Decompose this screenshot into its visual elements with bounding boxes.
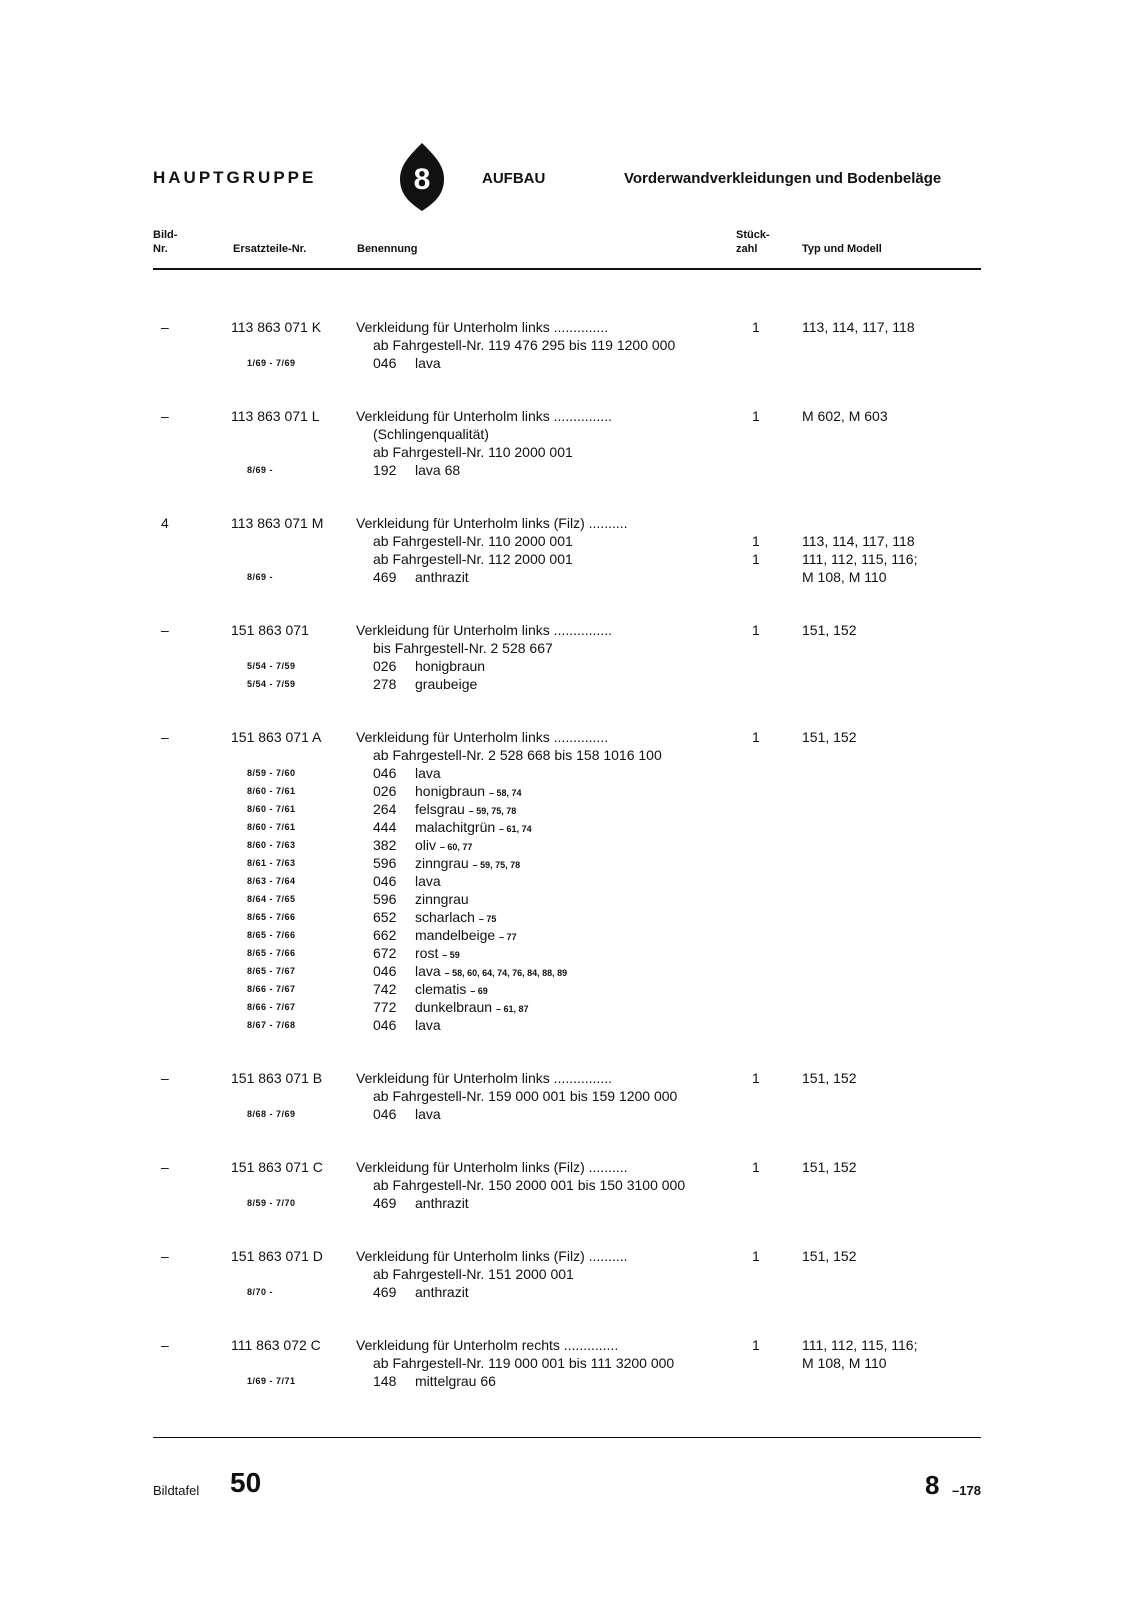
color-note: – 58, 74 <box>488 788 522 798</box>
part-description: Verkleidung für Unterholm rechts .............. <box>356 1337 619 1353</box>
type-model: 151, 152 <box>802 1070 857 1086</box>
part-entry <box>153 728 983 1034</box>
part-sub-line <box>153 639 983 657</box>
part-number: 113 863 071 M <box>231 515 324 531</box>
part-description: Verkleidung für Unterholm links .............. <box>356 319 609 335</box>
color-name-text: lava <box>415 873 441 889</box>
type-model: M 108, M 110 <box>802 1355 887 1371</box>
color-name-text: anthrazit <box>415 1284 469 1300</box>
group-number: 8 <box>413 163 431 196</box>
color-name <box>415 461 460 479</box>
page-number: 8 <box>925 1470 940 1500</box>
color-name <box>415 354 441 372</box>
color-name <box>415 962 567 982</box>
color-name <box>415 1105 441 1123</box>
color-line <box>153 782 983 800</box>
color-line <box>153 998 983 1016</box>
color-note: – 61, 74 <box>499 824 532 834</box>
chassis-range: ab Fahrgestell-Nr. 2 528 668 bis 158 1016 100 <box>373 747 662 763</box>
bild-nr: – <box>161 729 169 745</box>
part-sub-line <box>153 1087 983 1105</box>
color-name-text: lava <box>415 355 441 371</box>
color-line <box>153 675 983 693</box>
date-range: 8/69 - <box>247 572 274 582</box>
color-name-text: felsgrau <box>415 801 465 817</box>
color-line <box>153 1016 983 1034</box>
color-name <box>415 854 520 874</box>
type-model: M 602, M 603 <box>802 408 888 424</box>
bild-nr: 4 <box>161 515 169 531</box>
date-range: 8/69 - <box>247 465 274 475</box>
part-main-line <box>153 1158 983 1176</box>
date-range: 8/60 - 7/61 <box>247 804 296 814</box>
bildtafel-number: 50 <box>230 1467 262 1498</box>
chassis-range: ab Fahrgestell-Nr. 151 2000 001 <box>373 1266 574 1282</box>
color-name-text: lava 68 <box>415 462 461 478</box>
quantity: 1 <box>752 1337 760 1353</box>
color-name <box>415 872 441 890</box>
color-name-text: zinngrau <box>415 891 469 907</box>
color-note: – 77 <box>499 932 517 942</box>
part-sub-line <box>153 425 983 443</box>
hauptgruppe-label: HAUPTGRUPPE <box>153 168 317 187</box>
date-range: 8/60 - 7/61 <box>247 822 296 832</box>
color-name <box>415 764 441 782</box>
color-name-text: mandelbeige <box>415 927 496 943</box>
date-range: 8/65 - 7/66 <box>247 930 296 940</box>
color-code: 046 <box>373 1106 397 1122</box>
part-number: 151 863 071 B <box>231 1070 323 1086</box>
part-sub-line <box>153 336 983 354</box>
color-name <box>415 980 488 1000</box>
date-range: 8/59 - 7/60 <box>247 768 296 778</box>
part-entry <box>153 514 983 586</box>
part-sub-line <box>153 550 983 568</box>
color-name <box>415 568 469 586</box>
color-name <box>415 836 472 856</box>
color-line <box>153 908 983 926</box>
type-model: 151, 152 <box>802 729 857 745</box>
group-number-badge <box>400 143 444 211</box>
color-name <box>415 998 528 1018</box>
color-name <box>415 800 516 820</box>
date-range: 8/70 - <box>247 1287 274 1297</box>
part-sub-line <box>153 1176 983 1194</box>
date-range: 8/64 - 7/65 <box>247 894 296 904</box>
part-description: Verkleidung für Unterholm links ............... <box>356 622 612 638</box>
chassis-range: ab Fahrgestell-Nr. 150 2000 001 bis 150 3100 000 <box>373 1177 686 1193</box>
col-bild-header <box>153 228 177 256</box>
col-typ-header: Typ und Modell <box>802 243 882 255</box>
part-description: Verkleidung für Unterholm links ............... <box>356 408 612 424</box>
color-code: 046 <box>373 873 397 889</box>
color-name <box>415 782 521 802</box>
date-range: 5/54 - 7/59 <box>247 679 296 689</box>
col-stueck-line2: zahl <box>736 243 758 255</box>
part-description: Verkleidung für Unterholm links (Filz) .......... <box>356 1159 628 1175</box>
col-stueck-header <box>736 228 770 256</box>
part-number: 113 863 071 K <box>231 319 322 335</box>
col-bild-line1: Bild- <box>153 229 178 241</box>
type-model: 111, 112, 115, 116; <box>802 551 918 567</box>
date-range: 1/69 - 7/69 <box>247 358 296 368</box>
col-benennung-header: Benennung <box>357 243 418 255</box>
part-main-line <box>153 514 983 532</box>
date-range: 8/61 - 7/63 <box>247 858 296 868</box>
color-code: 192 <box>373 462 397 478</box>
color-note: – 60, 77 <box>439 842 473 852</box>
chassis-range: ab Fahrgestell-Nr. 119 476 295 bis 119 1200 000 <box>373 337 676 353</box>
bild-nr: – <box>161 1159 169 1175</box>
color-code: 772 <box>373 999 397 1015</box>
color-code: 278 <box>373 676 397 692</box>
color-line <box>153 800 983 818</box>
quantity: 1 <box>752 622 760 638</box>
quantity: 1 <box>752 551 760 567</box>
date-range: 8/66 - 7/67 <box>247 984 296 994</box>
part-number: 151 863 071 <box>231 622 309 638</box>
color-code: 469 <box>373 1284 397 1300</box>
color-code: 382 <box>373 837 397 853</box>
color-name <box>415 890 469 908</box>
color-name-text: honigbraun <box>415 783 486 799</box>
color-code: 596 <box>373 891 397 907</box>
color-line <box>153 461 983 479</box>
type-model: 113, 114, 117, 118 <box>802 533 915 549</box>
color-name <box>415 908 496 928</box>
quantity: 1 <box>752 319 760 335</box>
part-main-line <box>153 407 983 425</box>
color-name-text: anthrazit <box>415 1195 469 1211</box>
type-model: 111, 112, 115, 116; <box>802 1337 918 1353</box>
part-number: 151 863 071 A <box>231 729 322 745</box>
bild-nr: – <box>161 319 169 335</box>
color-line <box>153 890 983 908</box>
color-name <box>415 1016 441 1034</box>
color-name <box>415 657 485 675</box>
color-name-text: malachitgrün <box>415 819 496 835</box>
chassis-range: ab Fahrgestell-Nr. 159 000 001 bis 159 1200 000 <box>373 1088 678 1104</box>
color-name <box>415 818 532 838</box>
color-line <box>153 818 983 836</box>
color-code: 652 <box>373 909 397 925</box>
color-code: 596 <box>373 855 397 871</box>
color-line <box>153 1372 983 1390</box>
color-line <box>153 980 983 998</box>
part-main-line <box>153 621 983 639</box>
part-number: 151 863 071 D <box>231 1248 323 1264</box>
date-range: 8/63 - 7/64 <box>247 876 296 886</box>
quantity: 1 <box>752 533 760 549</box>
part-sub-line <box>153 746 983 764</box>
page-title: Vorderwandverkleidungen und Bodenbeläge <box>624 170 942 187</box>
color-name-text: honigbraun <box>415 658 486 674</box>
color-name-text: lava <box>415 1017 441 1033</box>
color-note: – 61, 87 <box>495 1004 529 1014</box>
part-entry <box>153 621 983 693</box>
chassis-range: bis Fahrgestell-Nr. 2 528 667 <box>373 640 553 656</box>
quantity: 1 <box>752 1159 760 1175</box>
color-line <box>153 1283 983 1301</box>
color-line <box>153 764 983 782</box>
color-code: 046 <box>373 765 397 781</box>
footer-divider <box>153 1437 981 1438</box>
bild-nr: – <box>161 1070 169 1086</box>
part-sub-line <box>153 532 983 550</box>
date-range: 8/60 - 7/63 <box>247 840 296 850</box>
type-model: M 108, M 110 <box>802 569 887 585</box>
bild-nr: – <box>161 622 169 638</box>
part-main-line <box>153 1247 983 1265</box>
part-sub-line <box>153 1354 983 1372</box>
type-model: 151, 152 <box>802 622 857 638</box>
part-description: Verkleidung für Unterholm links (Filz) .......... <box>356 515 628 531</box>
part-sub-line <box>153 1265 983 1283</box>
date-range: 8/65 - 7/67 <box>247 966 296 976</box>
part-entry <box>153 1069 983 1123</box>
type-model: 151, 152 <box>802 1159 857 1175</box>
color-line <box>153 1105 983 1123</box>
color-code: 469 <box>373 1195 397 1211</box>
color-name-text: lava <box>415 765 441 781</box>
part-entry <box>153 1158 983 1212</box>
color-name-text: scharlach <box>415 909 475 925</box>
color-code: 046 <box>373 963 397 979</box>
parts-table <box>153 318 983 1425</box>
quantity: 1 <box>752 1248 760 1264</box>
date-range: 8/60 - 7/61 <box>247 786 296 796</box>
bild-nr: – <box>161 1248 169 1264</box>
chassis-range: ab Fahrgestell-Nr. 110 2000 001 <box>373 444 573 460</box>
color-name-text: oliv <box>415 837 437 853</box>
header-divider <box>153 268 981 270</box>
color-line <box>153 836 983 854</box>
color-name <box>415 926 517 946</box>
col-ersatzteile-header: Ersatzteile-Nr. <box>233 243 307 255</box>
color-line <box>153 872 983 890</box>
color-name <box>415 944 460 964</box>
part-description: Verkleidung für Unterholm links ............... <box>356 1070 612 1086</box>
color-name-text: zinngrau <box>415 855 469 871</box>
color-name-text: dunkelbraun <box>415 999 493 1015</box>
color-name <box>415 1194 469 1212</box>
part-description: Verkleidung für Unterholm links (Filz) .......... <box>356 1248 628 1264</box>
quantity: 1 <box>752 1070 760 1086</box>
part-entry <box>153 407 983 479</box>
part-entry <box>153 1247 983 1301</box>
color-line <box>153 657 983 675</box>
chassis-range: ab Fahrgestell-Nr. 119 000 001 bis 111 3200 000 <box>373 1355 675 1371</box>
color-code: 742 <box>373 981 397 997</box>
date-range: 8/68 - 7/69 <box>247 1109 296 1119</box>
color-note: – 75 <box>478 914 497 924</box>
color-line <box>153 568 983 586</box>
color-line <box>153 354 983 372</box>
quantity: 1 <box>752 408 760 424</box>
color-line <box>153 1194 983 1212</box>
part-main-line <box>153 728 983 746</box>
part-description: Verkleidung für Unterholm links .............. <box>356 729 609 745</box>
bildtafel-label: Bildtafel <box>153 1483 200 1498</box>
color-note: – 58, 60, 64, 74, 76, 84, 88, 89 <box>444 968 568 978</box>
color-line <box>153 854 983 872</box>
date-range: 8/65 - 7/66 <box>247 948 296 958</box>
chassis-range: ab Fahrgestell-Nr. 112 2000 001 <box>373 551 573 567</box>
color-name-text: lava <box>415 963 441 979</box>
chassis-range: (Schlingenqualität) <box>373 426 489 442</box>
color-code: 672 <box>373 945 397 961</box>
color-note: – 69 <box>470 986 488 996</box>
page-subnumber: –178 <box>952 1483 981 1498</box>
color-note: – 59, 75, 78 <box>468 806 517 816</box>
color-code: 148 <box>373 1373 397 1389</box>
color-code: 264 <box>373 801 397 817</box>
date-range: 8/59 - 7/70 <box>247 1198 296 1208</box>
quantity: 1 <box>752 729 760 745</box>
col-stueck-line1: Stück- <box>736 229 770 241</box>
color-name-text: lava <box>415 1106 441 1122</box>
color-name-text: clematis <box>415 981 467 997</box>
date-range: 8/65 - 7/66 <box>247 912 296 922</box>
part-entry <box>153 1336 983 1390</box>
color-note: – 59 <box>442 950 460 960</box>
color-code: 026 <box>373 783 397 799</box>
color-code: 469 <box>373 569 397 585</box>
date-range: 1/69 - 7/71 <box>247 1376 296 1386</box>
section-label: AUFBAU <box>482 170 546 187</box>
type-model: 151, 152 <box>802 1248 857 1264</box>
color-code: 444 <box>373 819 397 835</box>
color-name-text: graubeige <box>415 676 478 692</box>
color-line <box>153 962 983 980</box>
color-code: 046 <box>373 1017 397 1033</box>
color-name <box>415 675 477 693</box>
part-main-line <box>153 1336 983 1354</box>
color-code: 662 <box>373 927 397 943</box>
color-code: 026 <box>373 658 397 674</box>
group-badge-shape <box>400 143 444 211</box>
bild-nr: – <box>161 1337 169 1353</box>
part-number: 111 863 072 C <box>231 1337 321 1353</box>
part-main-line <box>153 318 983 336</box>
color-name-text: rost <box>415 945 439 961</box>
color-line <box>153 944 983 962</box>
part-sub-line <box>153 443 983 461</box>
date-range: 5/54 - 7/59 <box>247 661 296 671</box>
color-line <box>153 926 983 944</box>
type-model: 113, 114, 117, 118 <box>802 319 915 335</box>
bild-nr: – <box>161 408 169 424</box>
color-name-text: mittelgrau 66 <box>415 1373 496 1389</box>
color-name <box>415 1283 469 1301</box>
chassis-range: ab Fahrgestell-Nr. 110 2000 001 <box>373 533 573 549</box>
part-number: 113 863 071 L <box>231 408 320 424</box>
date-range: 8/66 - 7/67 <box>247 1002 296 1012</box>
date-range: 8/67 - 7/68 <box>247 1020 296 1030</box>
color-name-text: anthrazit <box>415 569 469 585</box>
col-bild-line2: Nr. <box>153 243 168 255</box>
color-name <box>415 1372 496 1390</box>
color-note: – 59, 75, 78 <box>472 860 521 870</box>
color-code: 046 <box>373 355 397 371</box>
part-entry <box>153 318 983 372</box>
part-number: 151 863 071 C <box>231 1159 323 1175</box>
part-main-line <box>153 1069 983 1087</box>
